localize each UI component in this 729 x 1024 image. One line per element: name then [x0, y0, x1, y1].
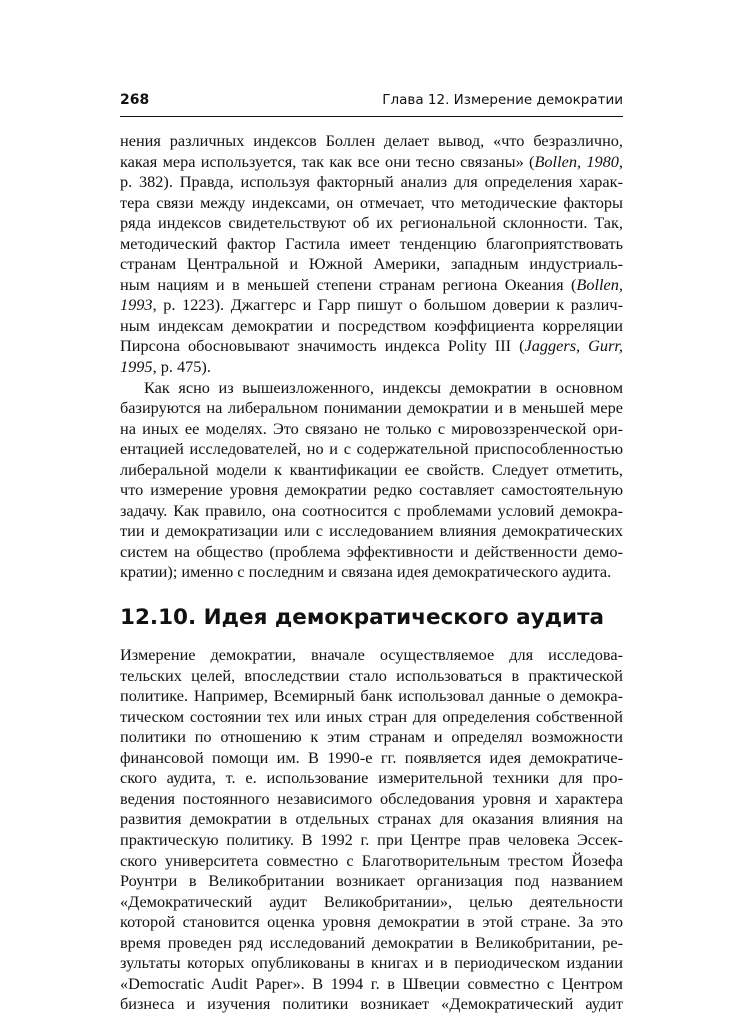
- text-line: политики по отношению к этим странам и определял возможности: [120, 727, 623, 747]
- text-line: время проведен ряд исследований демократии в Великобритании, ре-: [120, 932, 623, 952]
- text-line: тельских целей, впоследствии стало использоваться в практической: [120, 665, 623, 685]
- text-line: «Democratic Audit Paper». В 1994 г. в Швеции совместно с Центром: [120, 973, 623, 993]
- text-line: Измерение демократии, вначале осуществляемое для исследова-: [120, 645, 623, 665]
- text-line: политике. Например, Всемирный банк использовал данные о демокра-: [120, 686, 623, 706]
- paragraph-1: [120, 131, 623, 378]
- text-line: тическом состоянии тех или иных стран для определения собственной: [120, 706, 623, 726]
- text-line: р. 382). Правда, используя факторный анализ для определения харак-: [120, 172, 623, 192]
- text-line: странам Центральной и Южной Америки, западным индустриаль-: [120, 254, 623, 274]
- text-line: 1995, р. 475).: [120, 357, 211, 377]
- text-line: методический фактор Гастила имеет тенденцию благоприятствовать: [120, 233, 623, 253]
- text-line: что измерение уровня демократии редко составляет самостоятельную: [120, 480, 623, 500]
- text-line: ным нациям и в меньшей степени странам региона Океания (Bollen,: [120, 274, 623, 294]
- text-line: ского университета совместно с Благотворительным трестом Йозефа: [120, 850, 623, 870]
- paragraph-2: [120, 378, 623, 583]
- page-header: [120, 92, 623, 117]
- text-line: которой становится оценка уровня демократии в этой стране. За это: [120, 912, 623, 932]
- text-line: ряда индексов свидетельствуют об их региональной склонности. Так,: [120, 213, 623, 233]
- text-line: ным индексам демократии и посредством коэффициента корреляции: [120, 315, 623, 335]
- text-line: «Демократический аудит Великобритании», целью деятельности: [120, 891, 623, 911]
- text-line: базируются на либеральном понимании демократии и в меньшей мере: [120, 398, 623, 418]
- text-line: Пирсона обосновывают значимость индекса Polity III (Jaggers, Gurr,: [120, 336, 623, 356]
- text-line: тера связи между индексами, он отмечает, что методические факторы: [120, 192, 623, 212]
- text-line: ентацией исследователей, но и с содержательной приспособленностью: [120, 439, 623, 459]
- text-line: нения различных индексов Боллен делает вывод, «что безразлично,: [120, 131, 623, 150]
- page-content: [120, 131, 623, 1015]
- text-line: на иных ее моделях. Это связано не только с мировоззренческой ори-: [120, 418, 623, 438]
- text-line: тии и демократизации или с исследованием влияния демократических: [120, 521, 623, 541]
- text-line: зультаты которых опубликованы в книгах и в периодическом издании: [120, 953, 623, 973]
- text-line: ведения постоянного независимого обследования уровня и характера: [120, 788, 623, 808]
- text-line: ского аудита, т. е. использование измерительной техники для про-: [120, 768, 623, 788]
- paragraph-3: [120, 645, 623, 1015]
- text-line: 1993, р. 1223). Джаггерс и Гарр пишут о большом доверии к различ-: [120, 295, 623, 315]
- text-line: Роунтри в Великобритании возникает организация под названием: [120, 871, 623, 891]
- page-number: 268: [120, 92, 150, 108]
- text-line: кратии); именно с последним и связана идея демократического аудита.: [120, 562, 612, 582]
- text-line: систем на общество (проблема эффективности и действенности демо-: [120, 541, 623, 561]
- text-line: либеральной модели к квантификации ее свойств. Следует отметить,: [120, 459, 623, 479]
- text-line: Как ясно из вышеизложенного, индексы демократии в основном: [144, 377, 623, 397]
- text-line: бизнеса и изучения политики возникает «Демократический аудит: [120, 994, 623, 1014]
- text-line: финансовой помощи им. В 1990-е гг. появляется идея демократиче-: [120, 747, 623, 767]
- text-line: какая мера используется, так как все они тесно связаны» (Bollen, 1980,: [120, 151, 623, 171]
- text-line: практическую политику. В 1992 г. при Центре прав человека Эссек-: [120, 829, 623, 849]
- running-head: Глава 12. Измерение демократии: [382, 92, 623, 108]
- text-line: развития демократии в отдельных странах для оказания влияния на: [120, 809, 623, 829]
- section-title: 12.10. Идея демократического аудита: [120, 605, 605, 631]
- text-line: задачу. Как правило, она соотносится с проблемами условий демокра-: [120, 500, 623, 520]
